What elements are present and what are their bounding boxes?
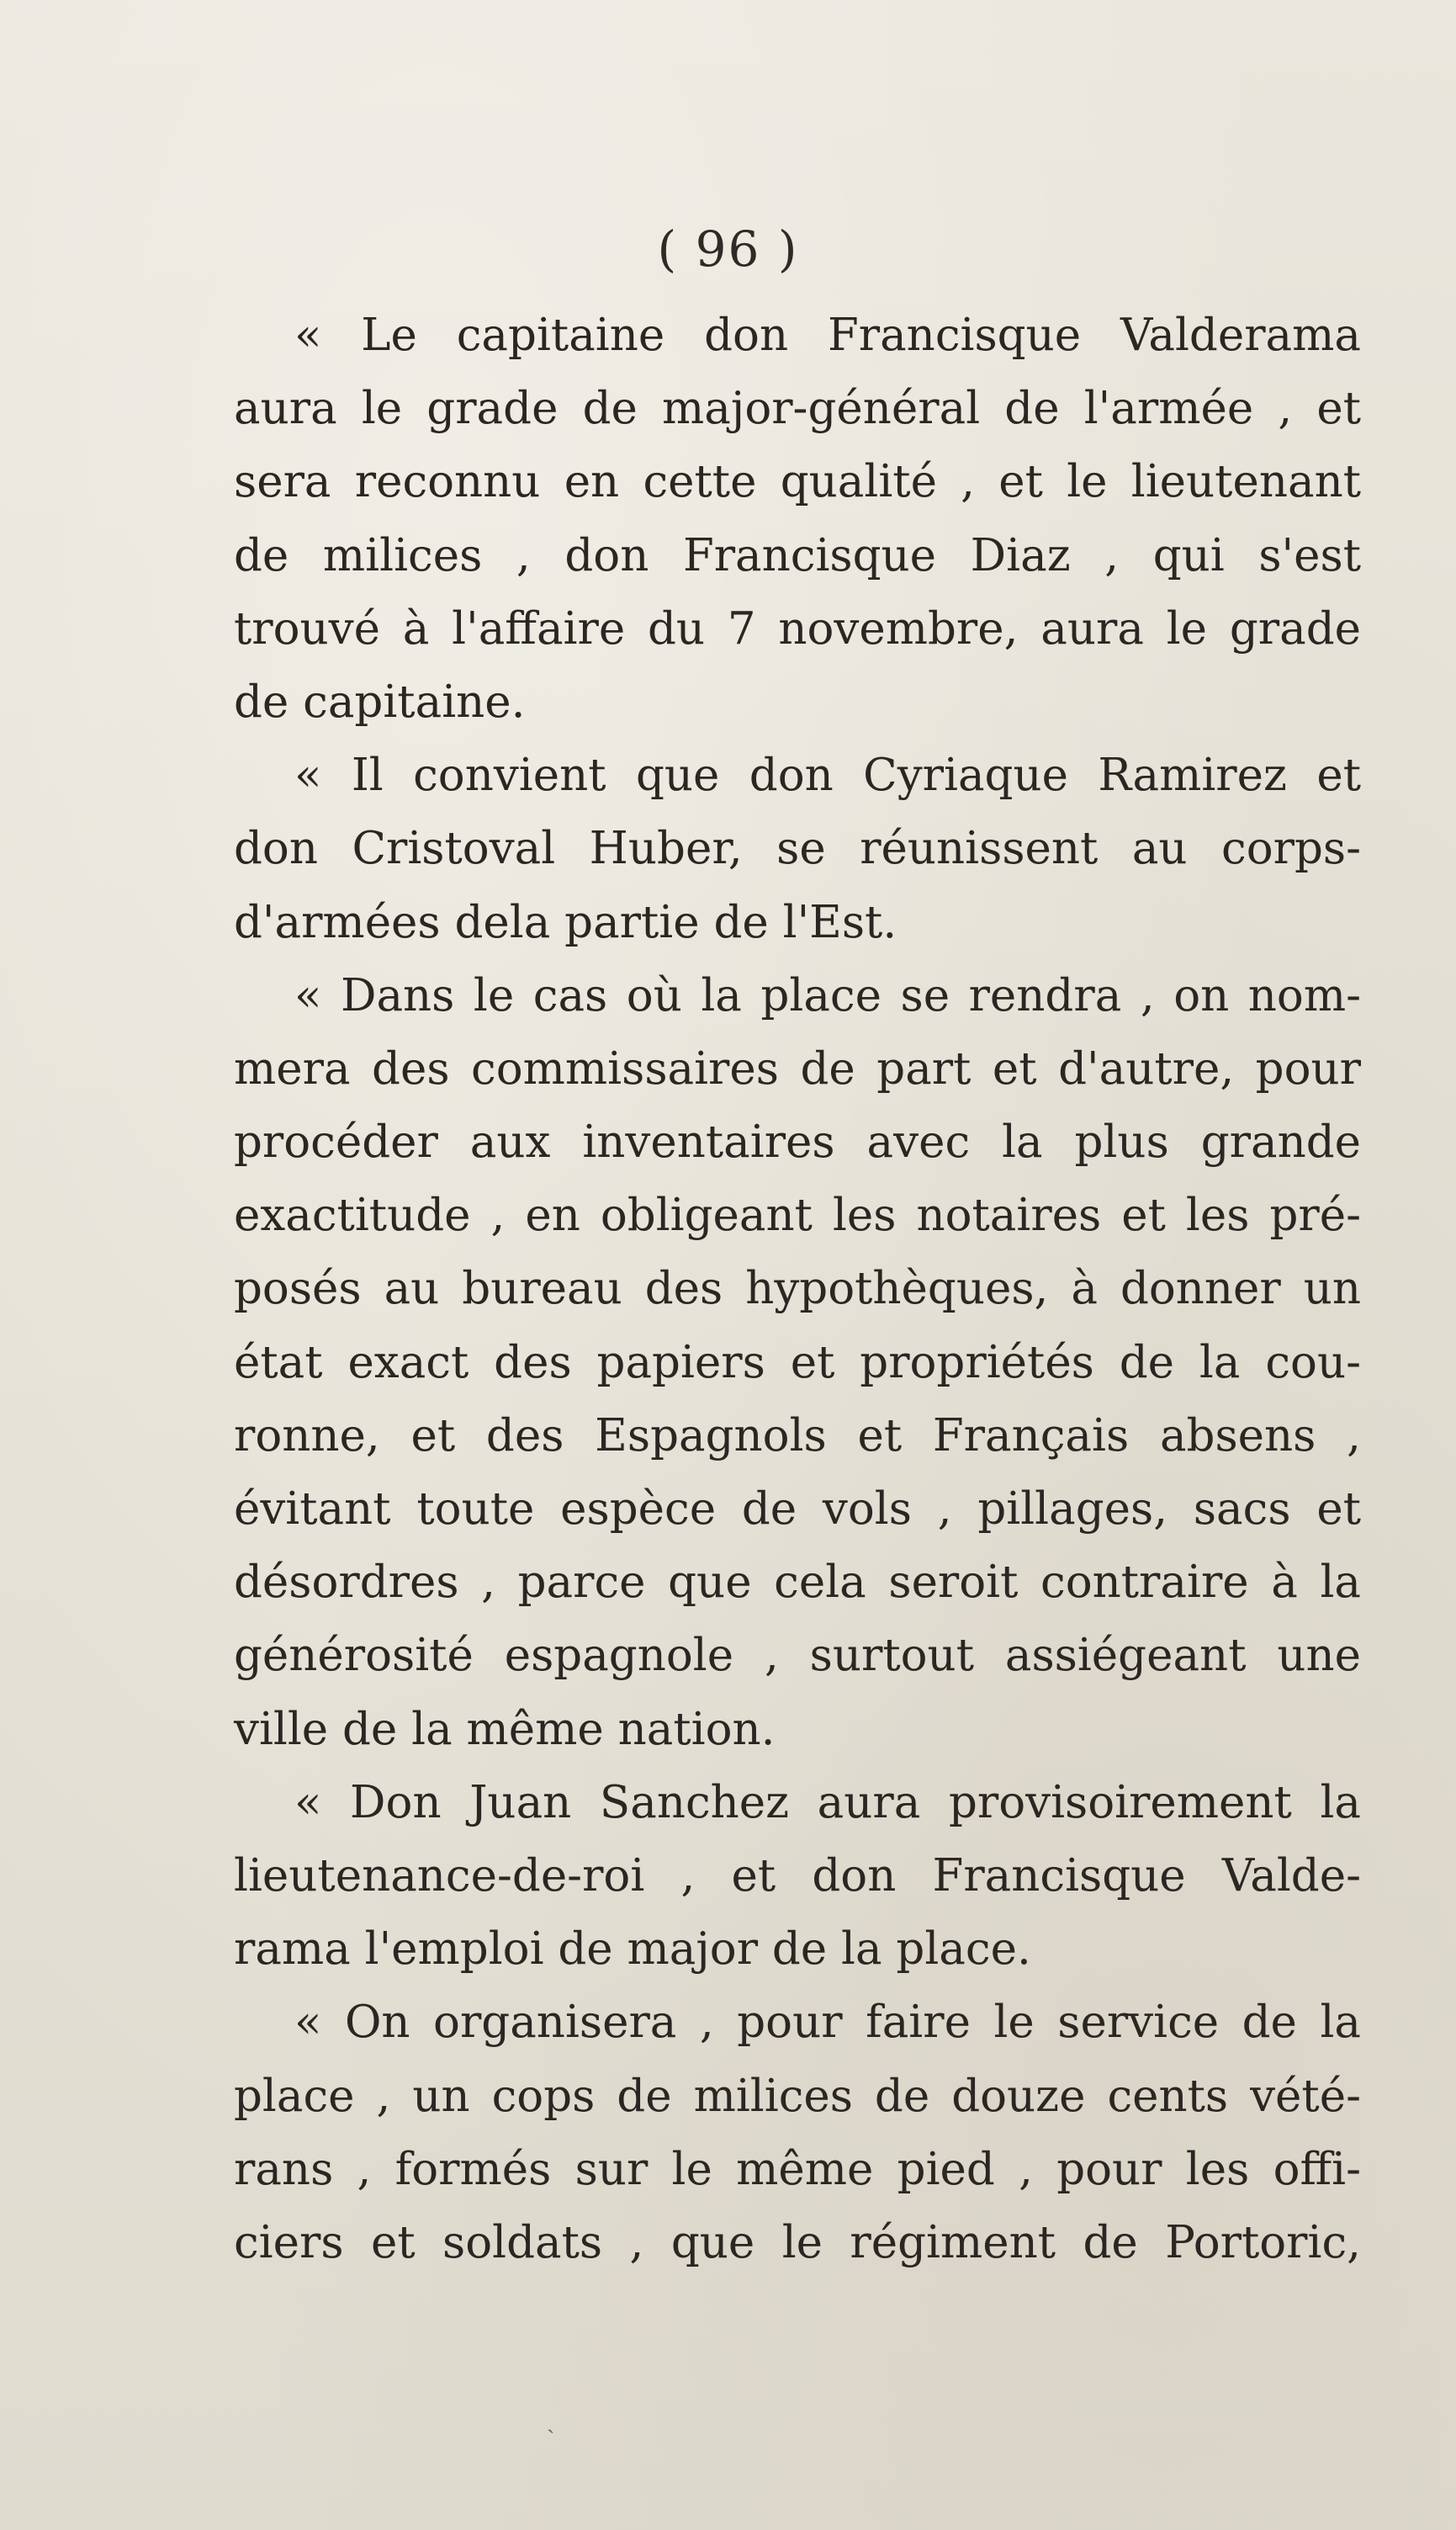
text-line: ville de la même nation. [234, 1703, 776, 1755]
text-line: « Le capitaine don Francisque Valderama [294, 310, 1361, 361]
text-line: « Don Juan Sanchez aura provisoirement la [294, 1776, 1361, 1828]
text-line: désordres , parce que cela seroit contraire à la [234, 1557, 1361, 1609]
text-line: ronne, et des Espagnols et Français absens , [234, 1409, 1361, 1461]
text-line: d'armées dela partie de l'Est. [234, 896, 897, 948]
text-line: mera des commissaires de part et d'autre, pour [234, 1042, 1361, 1095]
text-line: « Il convient que don Cyriaque Ramirez et [294, 750, 1361, 802]
text-line: de capitaine. [234, 676, 526, 728]
text-line: trouvé à l'affaire du 7 novembre, aura le grade [234, 602, 1361, 655]
text-line: don Cristoval Huber, se réunissent au corps- [234, 823, 1361, 875]
text-line: état exact des papiers et propriétés de la cou- [234, 1336, 1361, 1388]
text-line: sera reconnu en cette qualité , et le lieutenant [234, 456, 1361, 508]
text-line: aura le grade de major-général de l'armée , et [234, 383, 1361, 435]
page-number: ( 96 ) [657, 220, 799, 278]
text-line: place , un cops de milices de douze cents vété- [234, 2070, 1361, 2122]
text-line: rama l'emploi de major de la place. [234, 1923, 1031, 1976]
text-line: posés au bureau des hypothèques, à donner un [234, 1263, 1361, 1315]
text-line: ciers et soldats , que le régiment de Portoric, [234, 2216, 1361, 2268]
text-line: générosité espagnole , surtout assiégeant une [234, 1630, 1361, 1682]
text-line: exactitude , en obligeant les notaires et les pré- [234, 1190, 1361, 1242]
paper-speck: ˎ [547, 2406, 555, 2434]
text-line: rans , formés sur le même pied , pour les offi- [234, 2143, 1361, 2195]
text-line: procéder aux inventaires avec la plus grande [234, 1116, 1361, 1169]
text-line: « Dans le cas où la place se rendra , on nom- [294, 969, 1361, 1021]
body-text [234, 299, 1361, 2279]
text-line: lieutenance-de-roi , et don Francisque Valde- [234, 1849, 1361, 1901]
text-line: « On organisera , pour faire le service de la [294, 1997, 1361, 2049]
text-line: de milices , don Francisque Diaz , qui s'est [234, 529, 1361, 581]
text-line: évitant toute espèce de vols , pillages, sacs et [234, 1483, 1361, 1535]
